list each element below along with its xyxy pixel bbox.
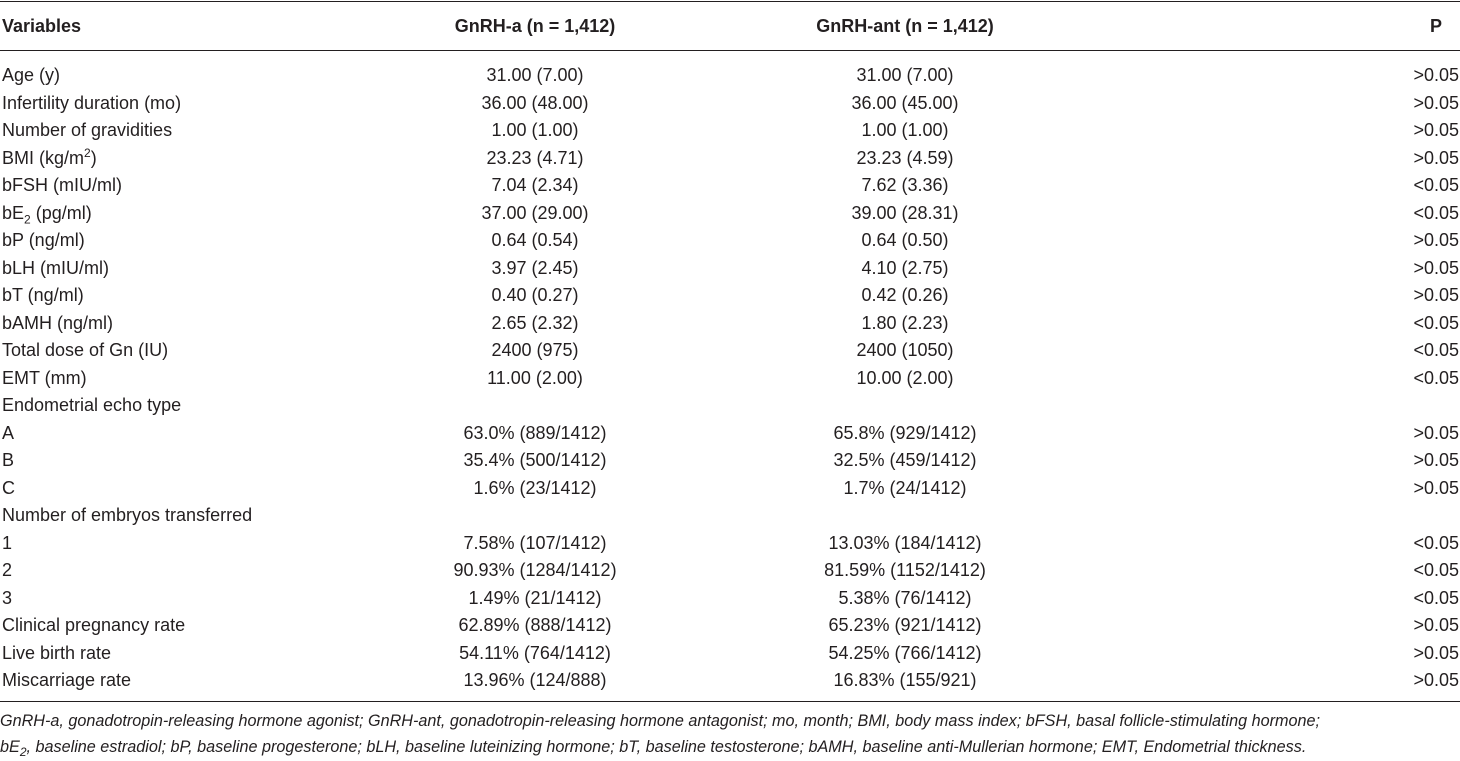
row-label: A	[2, 422, 15, 443]
gnrh-ant-value: 54.25% (766/1412)	[828, 642, 982, 663]
gnrh-ant-value: 1.00 (1.00)	[861, 120, 949, 140]
p-value: <0.05	[1413, 202, 1459, 223]
table-row	[0, 52, 1460, 90]
bmi-superscript: 2	[84, 145, 91, 160]
gnrh-ant-value	[630, 392, 1230, 420]
gnrh-ant-value: 36.00 (45.00)	[851, 92, 959, 113]
gnrh-ant-value: 4.10 (2.75)	[861, 257, 949, 278]
header-gnrh-ant: GnRH-ant (n = 1,412)	[816, 15, 994, 36]
gnrh-ant-value: 1.80 (2.23)	[861, 312, 949, 333]
row-label: B	[2, 450, 15, 470]
footnote	[0, 708, 1460, 760]
footnote-line-2	[0, 734, 1460, 760]
table-row	[0, 337, 1460, 365]
row-label: bFSH (mIU/ml)	[2, 175, 122, 195]
p-value: >0.05	[1413, 615, 1459, 635]
p-value: <0.05	[1413, 175, 1459, 195]
gnrh-a-value	[300, 392, 630, 420]
table-row	[0, 172, 1460, 200]
table-row	[0, 282, 1460, 310]
gnrh-a-value: 3.97 (2.45)	[491, 257, 579, 278]
row-label: EMT (mm)	[2, 367, 87, 388]
row-label: bAMH (ng/ml)	[2, 312, 114, 333]
footnote-line-1: GnRH-a, gonadotropin-releasing hormone agonist; GnRH-ant, gonadotropin-releasing hormone antagonist; mo, month; BMI, body mass index; bFSH, basal follicle-stimulating hormone;	[0, 712, 1320, 730]
table-row	[0, 117, 1460, 145]
gnrh-a-value: 2400 (975)	[491, 340, 579, 360]
table-row	[0, 255, 1460, 283]
be-unit: (pg/ml)	[30, 202, 92, 223]
table-row	[0, 612, 1460, 640]
table-body	[0, 52, 1460, 695]
p-value: <0.05	[1413, 340, 1459, 360]
p-value: >0.05	[1413, 642, 1459, 663]
gnrh-a-value: 1.49% (21/1412)	[468, 587, 602, 608]
table-row	[0, 640, 1460, 668]
bmi-label: BMI (kg/m	[2, 147, 85, 168]
header-gnrh-a: GnRH-a (n = 1,412)	[454, 15, 616, 36]
row-label: C	[2, 477, 15, 498]
gnrh-a-value: 0.64 (0.54)	[491, 230, 579, 250]
p-value: >0.05	[1413, 120, 1459, 140]
p-value: >0.05	[1413, 257, 1459, 278]
p-value: >0.05	[1413, 147, 1459, 168]
table-row	[0, 200, 1460, 228]
row-label	[0, 145, 300, 173]
gnrh-a-value: 7.04 (2.34)	[491, 175, 579, 195]
gnrh-a-value: 90.93% (1284/1412)	[453, 560, 617, 580]
table-row	[0, 557, 1460, 585]
gnrh-a-value: 1.00 (1.00)	[491, 120, 579, 140]
p-value: <0.05	[1413, 312, 1459, 333]
footnote-be: bE	[0, 738, 20, 756]
gnrh-a-value	[300, 502, 630, 530]
gnrh-ant-value: 1.7% (24/1412)	[843, 477, 967, 498]
table-row	[0, 475, 1460, 503]
table-row	[0, 502, 1460, 530]
p-value	[1230, 392, 1460, 420]
gnrh-ant-value: 0.42 (0.26)	[861, 285, 949, 305]
gnrh-a-value: 31.00 (7.00)	[486, 65, 584, 85]
gnrh-a-value: 7.58% (107/1412)	[463, 532, 607, 553]
gnrh-a-value: 63.0% (889/1412)	[463, 422, 607, 443]
p-value: >0.05	[1413, 477, 1459, 498]
gnrh-a-value: 0.40 (0.27)	[491, 285, 579, 305]
row-label: 2	[2, 560, 13, 580]
gnrh-ant-value: 13.03% (184/1412)	[828, 532, 982, 553]
header-variables: Variables	[2, 15, 82, 36]
p-value: >0.05	[1413, 92, 1459, 113]
p-value: >0.05	[1413, 422, 1459, 443]
gnrh-a-value: 1.6% (23/1412)	[473, 477, 597, 498]
row-label: bP (ng/ml)	[2, 230, 85, 250]
p-value	[1230, 502, 1460, 530]
row-label: Number of embryos transferred	[2, 505, 253, 525]
be-subscript: 2	[24, 212, 31, 227]
table-row	[0, 145, 1460, 173]
row-label: bLH (mIU/ml)	[2, 257, 109, 278]
table-row	[0, 227, 1460, 255]
gnrh-a-value: 2.65 (2.32)	[491, 312, 579, 333]
table-row	[0, 585, 1460, 613]
gnrh-ant-value: 65.23% (921/1412)	[828, 615, 982, 635]
row-label: Clinical pregnancy rate	[2, 615, 186, 635]
gnrh-a-value: 62.89% (888/1412)	[458, 615, 612, 635]
p-value: <0.05	[1413, 532, 1459, 553]
gnrh-ant-value	[630, 502, 1230, 530]
gnrh-ant-value: 23.23 (4.59)	[856, 147, 954, 168]
gnrh-a-value: 11.00 (2.00)	[487, 367, 583, 388]
gnrh-ant-value: 81.59% (1152/1412)	[824, 560, 986, 580]
row-label: Age (y)	[2, 65, 61, 85]
header-row	[0, 0, 1460, 52]
row-label: Number of gravidities	[2, 120, 173, 140]
header-p: P	[1429, 15, 1442, 36]
row-label: Endometrial echo type	[2, 395, 182, 415]
gnrh-ant-value: 7.62 (3.36)	[861, 175, 949, 195]
table-row	[0, 310, 1460, 338]
gnrh-ant-value: 31.00 (7.00)	[856, 65, 954, 85]
p-value: >0.05	[1413, 230, 1459, 250]
row-label: bT (ng/ml)	[2, 285, 84, 305]
bmi-close: )	[90, 147, 97, 168]
table-row	[0, 447, 1460, 475]
gnrh-a-value: 23.23 (4.71)	[486, 147, 584, 168]
row-label: Miscarriage rate	[2, 670, 132, 690]
p-value: >0.05	[1413, 670, 1459, 690]
gnrh-ant-value: 32.5% (459/1412)	[833, 450, 977, 470]
p-value: >0.05	[1413, 285, 1459, 305]
footnote-rest: , baseline estradiol; bP, baseline progesterone; bLH, baseline luteinizing hormone; bT, baseline testosterone; bAMH, baseline anti-Mullerian hormone; EMT, Endometrial thickness.	[26, 738, 1307, 756]
gnrh-ant-value: 39.00 (28.31)	[851, 202, 959, 223]
gnrh-a-value: 13.96% (124/888)	[463, 670, 607, 690]
row-label	[0, 200, 300, 228]
gnrh-ant-value: 10.00 (2.00)	[856, 367, 954, 388]
table-row	[0, 530, 1460, 558]
table-row	[0, 667, 1460, 695]
gnrh-a-value: 35.4% (500/1412)	[463, 450, 607, 470]
footnote-be-subscript: 2	[19, 745, 27, 760]
table-row	[0, 365, 1460, 393]
table-row	[0, 420, 1460, 448]
table-row	[0, 90, 1460, 118]
row-label: Total dose of Gn (IU)	[2, 340, 169, 360]
p-value: <0.05	[1413, 367, 1459, 388]
p-value: >0.05	[1413, 450, 1459, 470]
be-label: bE	[2, 202, 25, 223]
gnrh-ant-value: 0.64 (0.50)	[861, 230, 949, 250]
gnrh-ant-value: 65.8% (929/1412)	[833, 422, 977, 443]
gnrh-ant-value: 16.83% (155/921)	[833, 670, 977, 690]
gnrh-a-value: 36.00 (48.00)	[481, 92, 589, 113]
table-row	[0, 392, 1460, 420]
gnrh-ant-value: 2400 (1050)	[856, 340, 954, 360]
row-label: 3	[2, 587, 13, 608]
gnrh-a-value: 54.11% (764/1412)	[459, 642, 611, 663]
row-label: 1	[2, 532, 13, 553]
bottom-rule	[0, 701, 1460, 702]
row-label: Infertility duration (mo)	[2, 92, 182, 113]
p-value: >0.05	[1413, 65, 1459, 85]
row-label: Live birth rate	[2, 642, 112, 663]
gnrh-ant-value: 5.38% (76/1412)	[838, 587, 972, 608]
p-value: <0.05	[1413, 560, 1459, 580]
p-value: <0.05	[1413, 587, 1459, 608]
gnrh-a-value: 37.00 (29.00)	[481, 202, 589, 223]
